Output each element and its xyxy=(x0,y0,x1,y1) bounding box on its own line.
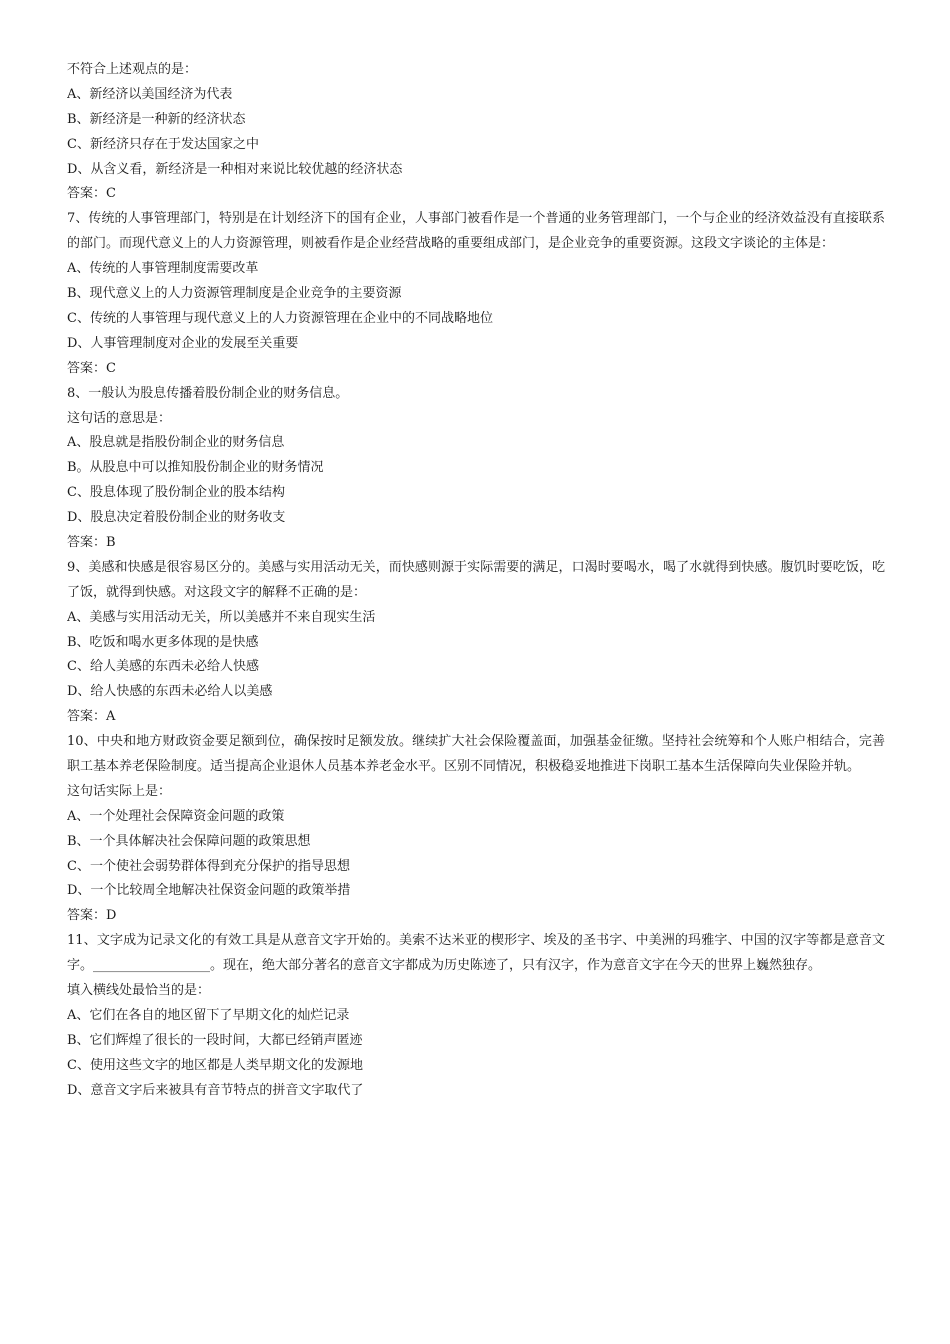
answer: 答案：B xyxy=(67,534,116,550)
option-d: D、给人快感的东西未必给人以美感 xyxy=(67,684,273,700)
option-d: D、从含义看，新经济是一种相对来说比较优越的经济状态 xyxy=(67,161,403,177)
question-stem: 这句话实际上是： xyxy=(67,783,172,799)
option-b: B、新经济是一种新的经济状态 xyxy=(67,111,246,127)
option-c: C、传统的人事管理与现代意义上的人力资源管理在企业中的不同战略地位 xyxy=(67,310,493,326)
answer: 答案：D xyxy=(67,908,117,924)
question-stem: 填入横线处最恰当的是： xyxy=(67,983,211,999)
document-page xyxy=(67,58,885,1104)
option-b: B、一个具体解决社会保障问题的政策思想 xyxy=(67,833,311,849)
question-9: 9、美感和快感是很容易区分的。美感与实用活动无关，而快感则源于实际需要的满足，口渴时要喝水，喝了水就得到快感。腹饥时要吃饭，吃了饭，就得到快感。对这段文字的解释不正确的是： xyxy=(67,559,885,600)
question-stem: 这句话的意思是： xyxy=(67,410,172,426)
question-11: 11、文字成为记录文化的有效工具是从意音文字开始的。美索不达米亚的楔形字、埃及的圣书字、中美洲的玛雅字、中国的汉字等都是意音文字。__________________。现在，绝大部分著名的意音文字都成为历史陈迹了，只有汉字，作为意音文字在今天的世界上巍然独存。 xyxy=(67,933,885,974)
option-a: A、一个处理社会保障资金问题的政策 xyxy=(67,808,285,824)
question-8: 8、一般认为股息传播着股份制企业的财务信息。 xyxy=(67,385,349,401)
option-d: D、意音文字后来被具有音节特点的拼音文字取代了 xyxy=(67,1082,364,1098)
option-b: B。从股息中可以推知股份制企业的财务情况 xyxy=(67,460,324,476)
option-b: B、现代意义上的人力资源管理制度是企业竞争的主要资源 xyxy=(67,286,402,302)
question-10: 10、中央和地方财政资金要足额到位，确保按时足额发放。继续扩大社会保险覆盖面，加强基金征缴。坚持社会统筹和个人账户相结合，完善职工基本养老保险制度。适当提高企业退休人员基本养老金水平。区别不同情况，积极稳妥地推进下岗职工基本生活保障向失业保险并轨。 xyxy=(67,734,885,775)
answer: 答案：A xyxy=(67,709,116,725)
option-b: B、它们辉煌了很长的一段时间，大都已经销声匿迹 xyxy=(67,1032,363,1048)
option-d: D、一个比较周全地解决社保资金问题的政策举措 xyxy=(67,883,351,899)
option-d: D、股息决定着股份制企业的财务收支 xyxy=(67,510,286,526)
option-a: A、股息就是指股份制企业的财务信息 xyxy=(67,435,285,451)
option-c: C、给人美感的东西未必给人快感 xyxy=(67,659,259,675)
option-c: C、新经济只存在于发达国家之中 xyxy=(67,136,259,152)
question-7: 7、传统的人事管理部门，特别是在计划经济下的国有企业，人事部门被看作是一个普通的业务管理部门，一个与企业的经济效益没有直接联系的部门。而现代意义上的人力资源管理，则被看作是企业经营战略的重要组成部门，是企业竞争的重要资源。这段文字谈论的主体是： xyxy=(67,211,885,252)
question-stem: 不符合上述观点的是： xyxy=(67,62,198,77)
option-c: C、使用这些文字的地区都是人类早期文化的发源地 xyxy=(67,1057,363,1073)
answer: 答案：C xyxy=(67,360,116,376)
option-a: A、新经济以美国经济为代表 xyxy=(67,86,233,102)
option-a: A、传统的人事管理制度需要改革 xyxy=(67,261,259,277)
option-c: C、股息体现了股份制企业的股本结构 xyxy=(67,485,285,501)
option-a: A、它们在各自的地区留下了早期文化的灿烂记录 xyxy=(67,1007,350,1023)
option-b: B、吃饭和喝水更多体现的是快感 xyxy=(67,634,259,650)
answer: 答案：C xyxy=(67,186,116,202)
option-a: A、美感与实用活动无关，所以美感并不来自现实生活 xyxy=(67,609,376,625)
option-c: C、一个使社会弱势群体得到充分保护的指导思想 xyxy=(67,858,350,874)
option-d: D、人事管理制度对企业的发展至关重要 xyxy=(67,335,299,351)
